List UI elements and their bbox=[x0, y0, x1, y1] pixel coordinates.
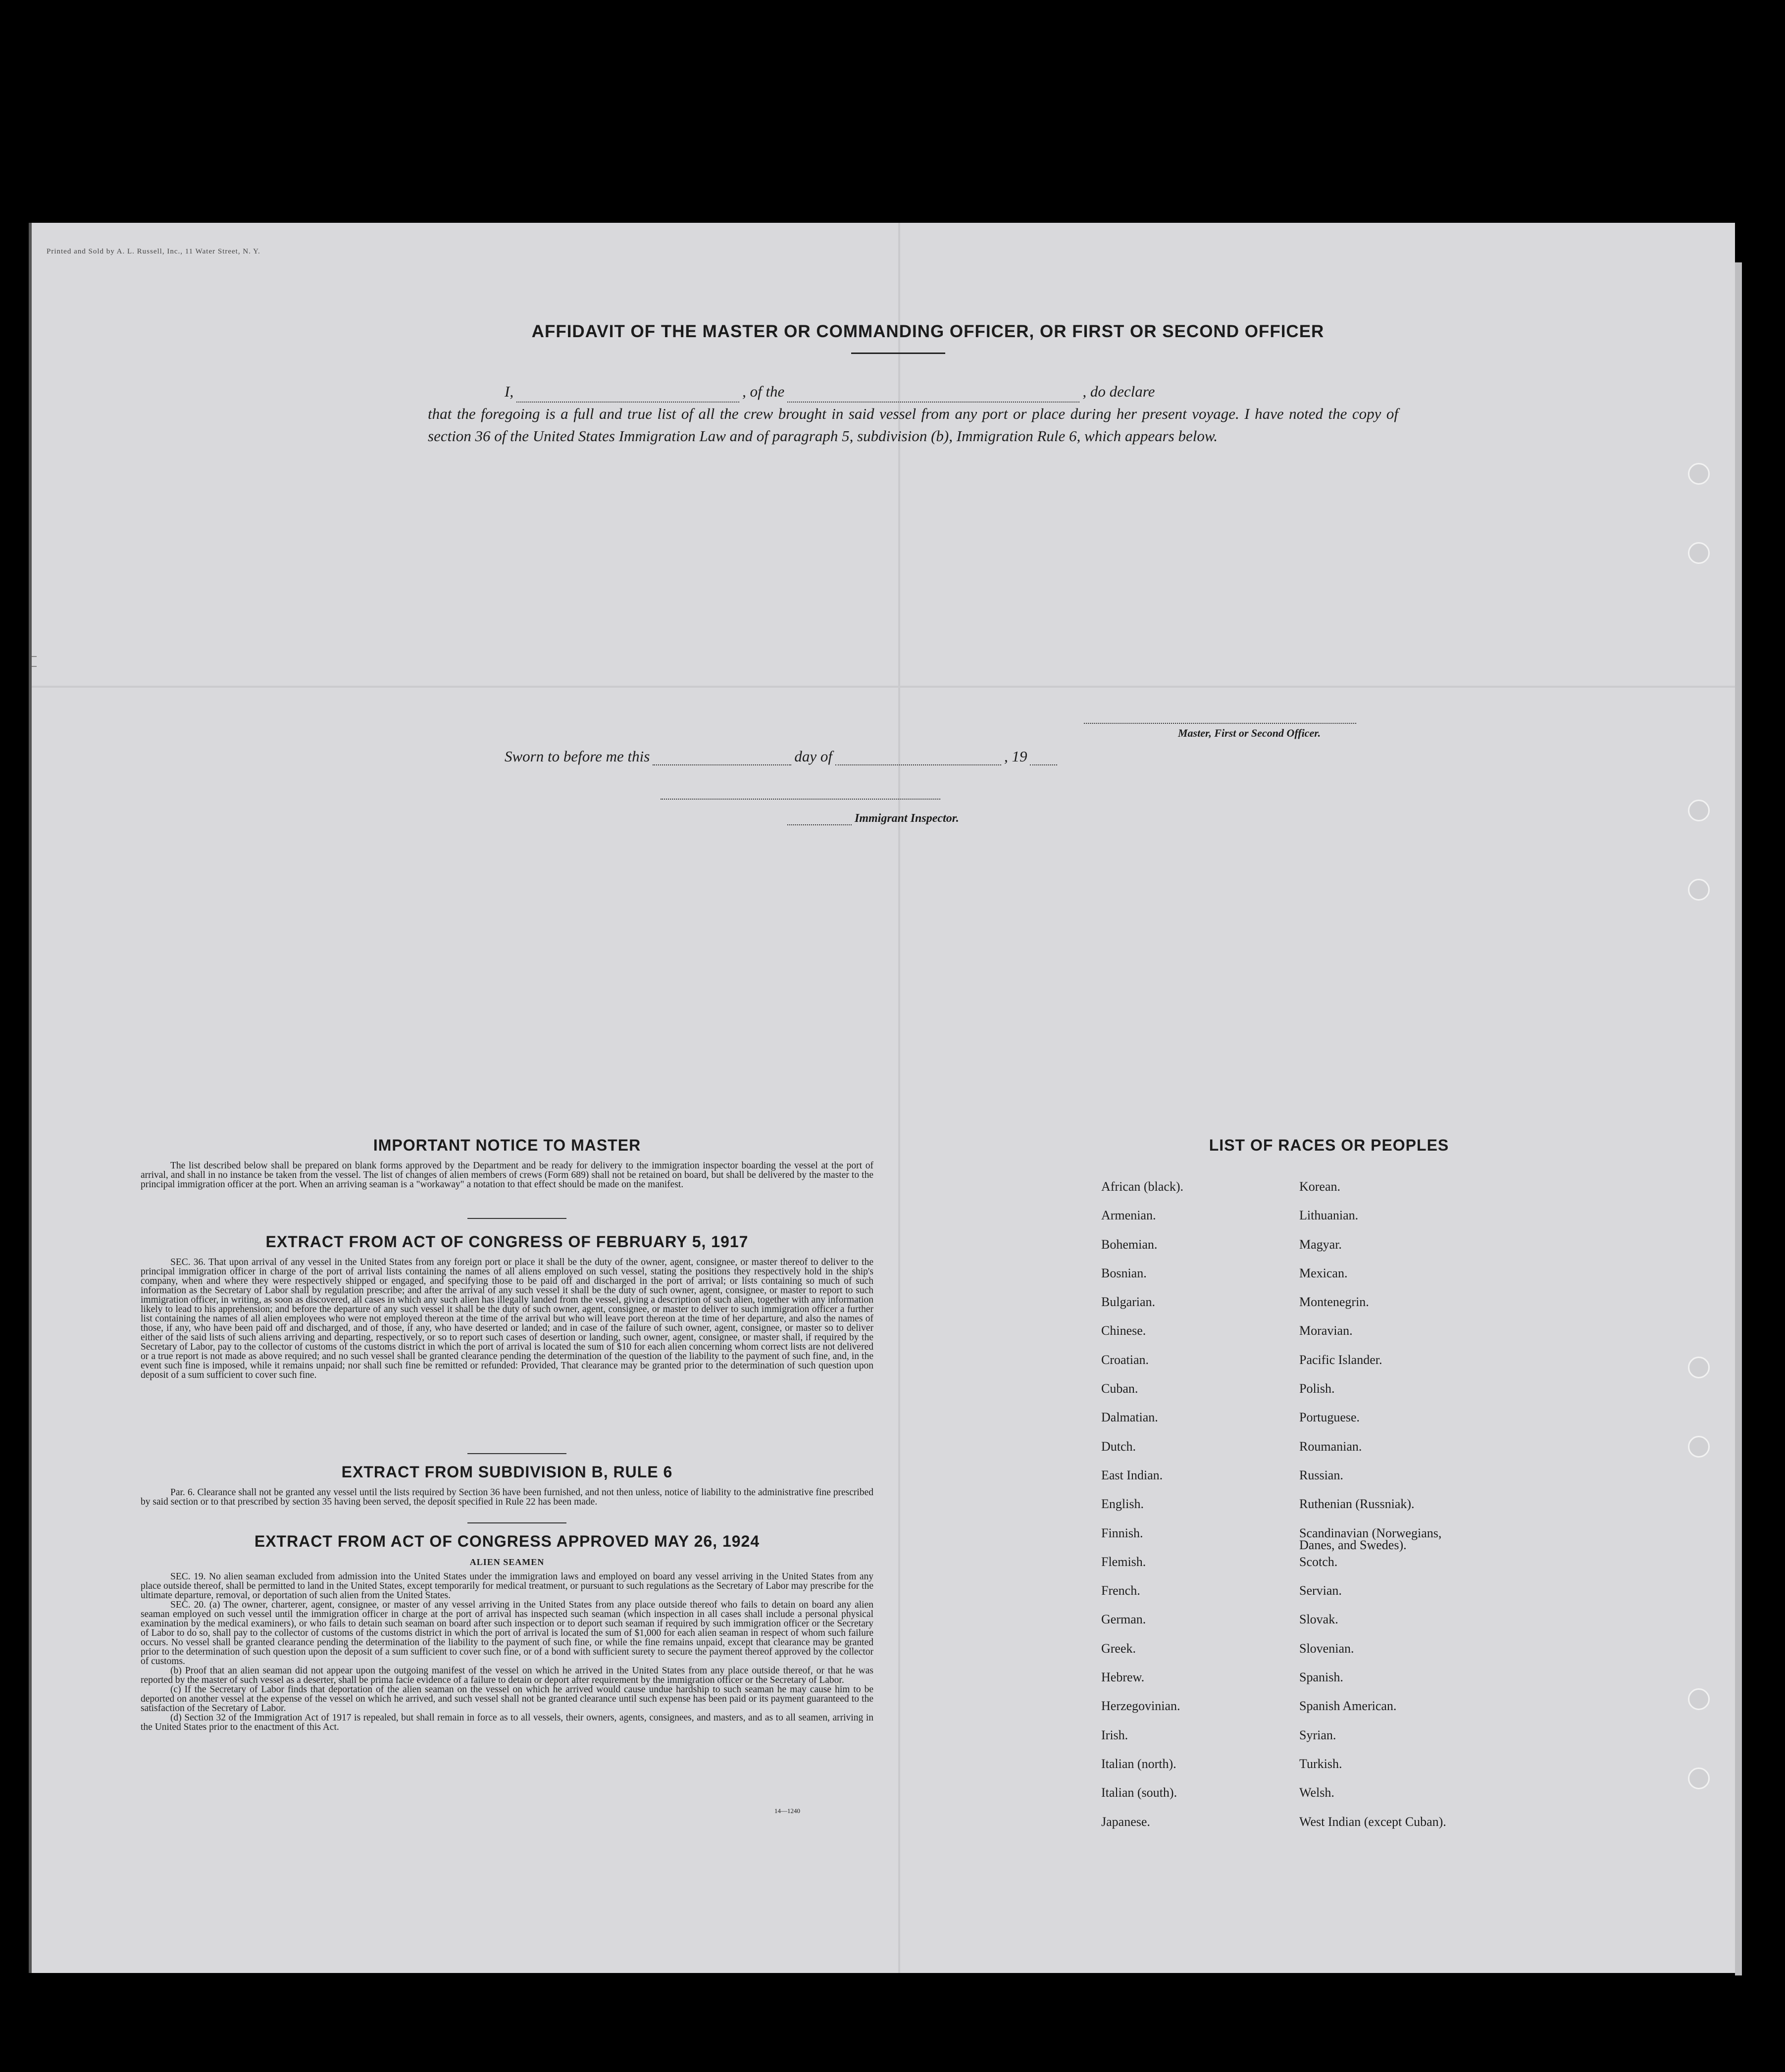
extract-1924-paragraph: (c) If the Secretary of Labor finds that deportation of the alien seaman on the vessel on which he arrived would cause undue hardship to such seaman he may cause him to be deported on another vessel at the expense of the vessel on which he arrived, and such vessel shall not be granted clearance until such expense has been paid or its payment guaranteed to the satisfaction of the Secretary of Labor. bbox=[141, 1684, 873, 1714]
race-item: Roumanian. bbox=[1299, 1439, 1362, 1454]
races-list bbox=[1101, 1181, 1522, 1845]
race-item: Slovak. bbox=[1299, 1612, 1338, 1627]
printer-note: Printed and Sold by A. L. Russell, Inc., 11 Water Street, N. Y. bbox=[47, 248, 260, 255]
punch-hole bbox=[1688, 879, 1710, 901]
do-declare-label: , do declare bbox=[1082, 383, 1155, 400]
race-item: Ruthenian (Russniak). bbox=[1299, 1497, 1415, 1512]
race-item: Hebrew. bbox=[1101, 1670, 1145, 1685]
race-item: West Indian (except Cuban). bbox=[1299, 1814, 1446, 1829]
form-number: 14—1240 bbox=[774, 1807, 800, 1815]
margin-mark bbox=[32, 656, 37, 667]
form-sheet bbox=[29, 223, 1735, 1973]
race-item: Spanish. bbox=[1299, 1670, 1343, 1685]
race-item: Welsh. bbox=[1299, 1785, 1334, 1800]
section-rule bbox=[467, 1218, 566, 1219]
races-title: LIST OF RACES OR PEOPLES bbox=[1209, 1136, 1449, 1154]
extract-1917-text: SEC. 36. That upon arrival of any vessel in the United States from any foreign port or place it shall be the duty of the owner, agent, consignee, or master thereof to deliver to the principal immigration officer in charge of the port of arrival lists containing the names of all aliens employed on such vessel, stating the positions they respectively hold in the ship's company, when and where they were respectively shipped or engaged, and specifying those to be paid off and discharged in the port of arrival; or lists containing so much of such information as the Secretary of Labor shall by regulation prescribe; and after the arrival of any such vessel it shall be the duty of such owner, agent, consignee, or master to report to such immigration officer, in writing, as soon as discovered, all cases in which any such alien has illegally landed from the vessel, giving a description of such alien, together with any information likely to lead to his apprehension; and before the departure of any such vessel it shall be the duty of such owner, agent, consignee, or master to deliver to such immigration officer a further list containing the names of all alien employees who were not employed thereon at the time of the arrival but who will leave port thereon at the time of her departure, and also the names of those, if any, who have been paid off and discharged, and of those, if any, who have deserted or landed; and in case of the failure of such owner, agent, consignee, or master so to deliver either of the said lists of such aliens arriving and departing, respectively, or so to report such cases of desertion or landing, such owner, agent, consignee, or master shall, if required by the Secretary of Labor, pay to the collector of customs of the customs district in which the port of arrival is located the sum of $10 for each alien concerning whom correct lists are not delivered or a true report is not made as above required; and no such vessel shall be granted clearance pending the determination of the question of the liability to the payment of such fine, and, in the event such fine is imposed, while it remains unpaid; nor shall such fine be remitted or refunded: Provided, That clearance may be granted prior to the determination of such question upon deposit of a sum sufficient to cover such fine. bbox=[141, 1257, 873, 1380]
declaration-line bbox=[428, 380, 1398, 403]
extract-1924-title: EXTRACT FROM ACT OF CONGRESS APPROVED MAY 26, 1924 bbox=[254, 1532, 760, 1550]
affidavit-title: AFFIDAVIT OF THE MASTER OR COMMANDING OFFICER, OR FIRST OR SECOND OFFICER bbox=[531, 322, 1325, 341]
race-item: Finnish. bbox=[1101, 1525, 1143, 1540]
race-item: Turkish. bbox=[1299, 1756, 1342, 1771]
month-field[interactable] bbox=[835, 760, 1001, 765]
extract-1924-paragraph: (d) Section 32 of the Immigration Act of 1917 is repealed, but shall remain in force as to all vessels, their owners, agents, consignees, and masters, and as to all seamen, arriving in the United States prior to the enactment of this Act. bbox=[141, 1713, 873, 1732]
race-item: Syrian. bbox=[1299, 1727, 1336, 1742]
race-item: Spanish American. bbox=[1299, 1699, 1397, 1714]
sheet-edge bbox=[1735, 262, 1742, 1975]
race-item: Croatian. bbox=[1101, 1352, 1149, 1367]
notice-text: The list described below shall be prepared on blank forms approved by the Department and be ready for delivery to the immigration inspector boarding the vessel at the port of arrival, and shall in no instance be taken from the vessel. The list of changes of alien members of crews (Form 689) shall not be retained on board, but shall be delivered by the master to the principal immigration officer at the port. When an arriving seaman is a "workaway" a notation to that effect should be made on the manifest. bbox=[141, 1161, 873, 1190]
race-item: Servian. bbox=[1299, 1583, 1342, 1598]
section-rule bbox=[467, 1522, 566, 1523]
extract-1924-paragraph: (b) Proof that an alien seaman did not appear upon the outgoing manifest of the vessel on which he arrived in the United States from any place outside thereof, or that he was reported by the master of such vessel as a deserter, shall be prima facie evidence of a failure to detain or deport after requirement by the immigration officer or the Secretary of Labor. bbox=[141, 1666, 873, 1685]
race-item: East Indian. bbox=[1101, 1467, 1163, 1482]
vessel-field[interactable] bbox=[787, 398, 1079, 403]
punch-hole bbox=[1688, 1688, 1710, 1710]
race-item: German. bbox=[1101, 1612, 1146, 1627]
declaration bbox=[428, 380, 1398, 447]
title-rule bbox=[851, 353, 945, 354]
race-item: Portuguese. bbox=[1299, 1410, 1360, 1425]
race-item: Armenian. bbox=[1101, 1208, 1156, 1223]
name-field[interactable] bbox=[516, 398, 739, 403]
extract-1924-paragraph: SEC. 20. (a) The owner, charterer, agent, consignee, or master of any vessel arriving in the United States from any place outside thereof who fails to detain on board any alien seaman employed on such vessel until the immigration officer in charge at the port of arrival has inspected such seaman (which inspection in all cases shall include a personal physical examination by the medical examiners), or who fails to detain such seaman on board after such inspection or to deport such seaman if required by such immigration officer or the Secretary of Labor to do so, shall pay to the collector of customs of the customs district in which the port of arrival is located the sum of $1,000 for each alien seaman in respect of whom such failure occurs. No vessel shall be granted clearance pending the determination of the liability to the payment of such fine, or while the fine remains unpaid, except that clearance may be granted prior to the determination of such question upon the deposit of a sum sufficient to cover such fine, or of a bond with sufficient surety to secure the payment thereof approved by the collector of customs. bbox=[141, 1600, 873, 1667]
i-label: I, bbox=[505, 383, 514, 400]
punch-hole bbox=[1688, 463, 1710, 485]
extract-1917-title: EXTRACT FROM ACT OF CONGRESS OF FEBRUARY 5, 1917 bbox=[265, 1233, 749, 1251]
race-item: Herzegovinian. bbox=[1101, 1699, 1180, 1714]
extract-1924-body bbox=[141, 1572, 873, 1732]
section-rule bbox=[467, 1453, 566, 1454]
alien-seamen-subtitle: ALIEN SEAMEN bbox=[469, 1557, 545, 1567]
race-item: Japanese. bbox=[1101, 1814, 1150, 1829]
race-item: Mexican. bbox=[1299, 1265, 1348, 1280]
race-item: Dutch. bbox=[1101, 1439, 1136, 1454]
race-item: Cuban. bbox=[1101, 1381, 1138, 1396]
race-item: Montenegrin. bbox=[1299, 1295, 1369, 1310]
race-item: Russian. bbox=[1299, 1467, 1343, 1482]
race-item: Dalmatian. bbox=[1101, 1410, 1158, 1425]
sworn-prefix: Sworn to before me this bbox=[505, 748, 650, 765]
year-prefix: , 19 bbox=[1004, 748, 1027, 765]
race-item: Italian (north). bbox=[1101, 1756, 1176, 1771]
year-field[interactable] bbox=[1030, 760, 1057, 765]
extract-1924-paragraph: SEC. 19. No alien seaman excluded from admission into the United States under the immigration laws and employed on board any vessel arriving in the United States from any place outside thereof, shall be permitted to land in the United States, except temporarily for medical treatment, or pursuant to such regulations as the Secretary of Labor may prescribe for the ultimate departure, removal, or deportation of such alien from the United States. bbox=[141, 1571, 873, 1601]
race-item: French. bbox=[1101, 1583, 1140, 1598]
race-item: Bohemian. bbox=[1101, 1237, 1158, 1252]
master-signature-line[interactable] bbox=[1084, 723, 1356, 724]
race-item: Korean. bbox=[1299, 1179, 1341, 1194]
punch-hole bbox=[1688, 800, 1710, 821]
race-item: Moravian. bbox=[1299, 1323, 1353, 1338]
sworn-line bbox=[505, 748, 1060, 765]
race-item: Magyar. bbox=[1299, 1237, 1342, 1252]
punch-hole bbox=[1688, 1357, 1710, 1378]
punch-hole bbox=[1688, 542, 1710, 564]
rule6-title: EXTRACT FROM SUBDIVISION B, RULE 6 bbox=[341, 1463, 673, 1481]
race-item: Flemish. bbox=[1101, 1554, 1146, 1569]
inspector-line bbox=[784, 812, 959, 825]
day-field[interactable] bbox=[653, 760, 791, 765]
inspector-signature-line[interactable] bbox=[661, 799, 940, 800]
race-item: Scandinavian (Norwegians, Danes, and Swedes). bbox=[1299, 1525, 1442, 1552]
notice-title: IMPORTANT NOTICE TO MASTER bbox=[373, 1136, 641, 1154]
race-item: Scotch. bbox=[1299, 1554, 1338, 1569]
inspector-name-field[interactable] bbox=[787, 820, 852, 825]
day-of-label: day of bbox=[794, 748, 832, 765]
race-item: Lithuanian. bbox=[1299, 1208, 1359, 1223]
race-item: Slovenian. bbox=[1299, 1641, 1354, 1656]
race-item: Pacific Islander. bbox=[1299, 1352, 1382, 1367]
declaration-body: that the foregoing is a full and true list of all the crew brought in said vessel from any port or place during her present voyage. I have noted the copy of section 36 of the United States Immigration Law and of paragraph 5, subdivision (b), Immigration Rule 6, which appears below. bbox=[428, 405, 1398, 445]
rule6-text: Par. 6. Clearance shall not be granted any vessel until the lists required by Section 36 have been furnished, and not then unless, notice of liability to the administrative fine prescribed by said section or to that prescribed by section 35 having been served, the deposit specified in Rule 22 has been made. bbox=[141, 1487, 873, 1507]
punch-hole bbox=[1688, 1768, 1710, 1789]
race-item: Greek. bbox=[1101, 1641, 1136, 1656]
fold-horizontal bbox=[32, 686, 1735, 688]
race-item: English. bbox=[1101, 1497, 1144, 1512]
race-item: Irish. bbox=[1101, 1727, 1128, 1742]
punch-hole bbox=[1688, 1436, 1710, 1458]
race-item: Bulgarian. bbox=[1101, 1295, 1156, 1310]
race-item: Bosnian. bbox=[1101, 1265, 1147, 1280]
race-item: Chinese. bbox=[1101, 1323, 1146, 1338]
race-item: Italian (south). bbox=[1101, 1785, 1177, 1800]
fold-vertical bbox=[898, 223, 900, 1973]
race-item: Polish. bbox=[1299, 1381, 1335, 1396]
master-signature-label: Master, First or Second Officer. bbox=[1178, 727, 1321, 739]
inspector-label: Immigrant Inspector. bbox=[855, 812, 959, 825]
of-the-label: , of the bbox=[742, 383, 785, 400]
race-item: African (black). bbox=[1101, 1179, 1184, 1194]
